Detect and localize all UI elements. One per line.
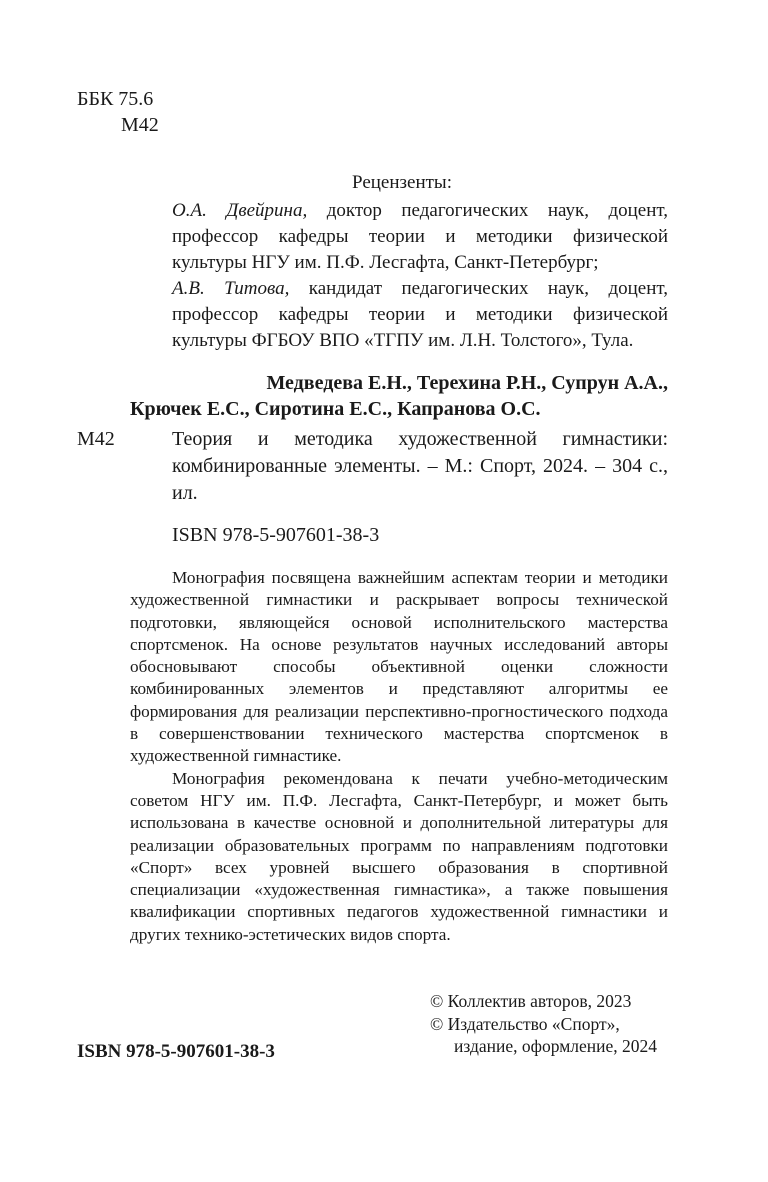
authors-line-2: Крючек Е.С., Сиротина Е.С., Капранова О.С. — [130, 398, 541, 420]
bbk-code: ББК 75.6 — [77, 88, 154, 110]
authors-block — [130, 370, 668, 422]
index-mark: М42 — [77, 428, 115, 450]
reviewer-2 — [172, 276, 668, 354]
reviewer-1-name: О.А. Двейрина, — [172, 200, 308, 221]
authors-line-1: Медведева Е.Н., Терехина Р.Н., Супрун А.А., — [266, 372, 668, 394]
reviewer-2-text: кандидат педагогических наук, доцент, профессор кафедры теории и методики физической культуры ФГБОУ ВПО «ТГПУ им. Л.Н. Толстого», Тула. — [172, 278, 669, 351]
reviewer-1 — [172, 198, 668, 276]
copyright-block — [430, 990, 657, 1058]
book-description: Теория и методика художественной гимнастики: комбинированные элементы. – М.: Спорт, 2024. – 304 с., ил. — [172, 428, 668, 504]
author-mark: М42 — [121, 114, 159, 136]
copyright-line-2: © Издательство «Спорт», — [430, 1013, 620, 1034]
abstract-paragraph-1: Монография посвящена важнейшим аспектам теории и методики художественной гимнастики и раскрывает вопросы технической подготовки, являющейся основой исполнительского мастерства спортсменок. На основе результатов научных исследований авторы обосновывают способы объективной оценки сложности комбинированных элементов и представляют алгоритмы ее формирования для реализации перспективно-прогностического подхода в совершенствовании технического мастерства спортсменок в художественной гимнастике. — [130, 568, 668, 766]
reviewer-1-text: доктор педагогических наук, доцент, профессор кафедры теории и методики физической культуры НГУ им. П.Ф. Лесгафта, Санкт-Петербург; — [172, 200, 669, 273]
copyright-line-1: © Коллектив авторов, 2023 — [430, 991, 632, 1011]
bbk-block — [77, 86, 159, 138]
abstract-paragraph-2: Монография рекомендована к печати учебно-методическим советом НГУ им. П.Ф. Лесгафта, Санкт-Петербург, и может быть использована в качестве основной и дополнительной литературы для реализации образовательных программ по направлениям подготовки «Спорт» всех уровней высшего образования в спортивной специализации «художественная гимнастика», а также повышения квалификации спортивных педагогов художественной гимнастики и других технико-эстетических видов спорта. — [130, 768, 668, 944]
reviewers-title: Рецензенты: — [352, 172, 452, 193]
reviewer-2-name: А.В. Титова, — [172, 278, 290, 299]
isbn-bottom: ISBN 978-5-907601-38-3 — [77, 1041, 275, 1062]
copyright-line-3: издание, оформление, 2024 — [454, 1036, 658, 1056]
isbn-top: ISBN 978-5-907601-38-3 — [172, 524, 380, 546]
abstract — [130, 567, 668, 946]
